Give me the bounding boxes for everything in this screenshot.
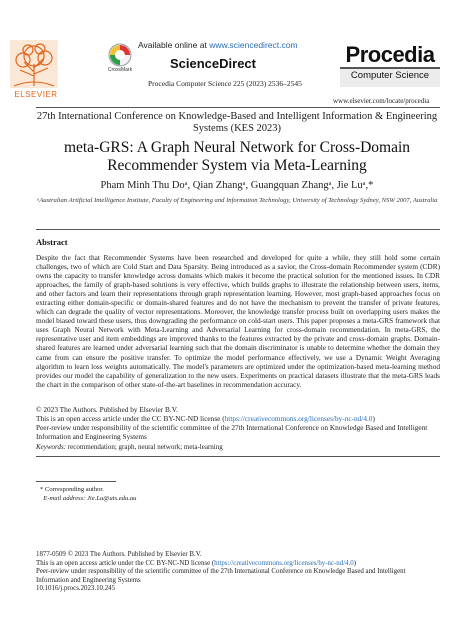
license-link[interactable]: https://creativecommons.org/licenses/by-nc-nd/4.0: [224, 414, 373, 424]
header-rule: [36, 107, 440, 108]
abstract-text: Despite the fact that Recommender Systems have been researched and developed for quite a while, they still hold some certain challenges, two of which are Cold Start and Data Sparsity. Being introduced as a savior, the Cross-domain Recommender system (CDR) owns the capacity to transfer knowledge across domains which makes it become the practical solution for the mentioned issues. In CDR approaches, the family of graph-based solutions is very effective, which builds graphs to illustrate the relationship between users, items, and other factors and learn their representations through graph representation learning. However, most graph-based approaches focus on extracting either domain-specific or domain-shared features and do not have the mechanism to prevent the transfer of private features, which can degrade the quality of vector representations. Moreover, the knowledge transfer process built on overlapping users makes the model biased toward these users, thus downgrading the performance on cold-start users. This paper proposes a meta-GRS framework that uses Graph Neural Network with Meta-Learning and Adversarial Learning for cross-domain recommendation. In meta-GRS, the representative user and item embeddings are improved thanks to the features extracted by the private and cross-domain graphs. Domain-shared features are learned under adversarial learning such that the domain discriminator is unable to determine whether the domain they came from can ensure the positive transfer. To optimize the model performance effectively, we use a Dynamic Weight Averaging algorithm to learn loss weights automatically. The model's parameters are optimized under the optimization-based meta-learning method provides our model the capability of generalization to the new users. Experiments on practical datasets illustrate that the meta-GRS leads the chart in the comparison of other state-of-the-art baselines in recommendation accuracy.: [36, 253, 440, 389]
journal-citation: Procedia Computer Science 225 (2023) 2536–2545: [148, 79, 302, 88]
abstract-heading: Abstract: [36, 237, 68, 247]
email-address[interactable]: Jie.Lu@uts.edu.au: [85, 495, 137, 502]
keywords-label: Keywords:: [36, 443, 67, 451]
keywords-rule: [36, 456, 440, 457]
footer-peer-review: Peer-review under responsibility of the scientific committee of the 27th International Conference on Knowledge Based and Intelligent Information and Engineering Systems: [36, 568, 406, 584]
license-line: [36, 414, 440, 423]
elsevier-wordmark: ELSEVIER: [14, 90, 58, 99]
footer-license-prefix: This is an open access article under the CC BY-NC-ND license (: [36, 559, 215, 567]
footer-license-link[interactable]: https://creativecommons.org/licenses/by-nc-nd/4.0: [214, 559, 354, 567]
email-label: E-mail address:: [43, 495, 86, 502]
copyright-line: © 2023 The Authors. Published by Elsevier B.V.: [36, 405, 178, 414]
copyright-block: [36, 405, 440, 441]
abstract-top-rule: [36, 229, 440, 230]
issn-line: 1877-0509 © 2023 The Authors. Published by Elsevier B.V.: [36, 551, 202, 558]
elsevier-tree-logo: [8, 38, 60, 90]
crossmark-label: CrossMark: [107, 67, 133, 73]
sciencedirect-link[interactable]: www.sciencedirect.com: [209, 40, 298, 50]
conference-name: 27th International Conference on Knowledge-Based and Intelligent Information & Engineering Systems (KES 2023): [36, 111, 438, 134]
page-footer: [36, 551, 440, 594]
doi[interactable]: 10.1016/j.procs.2023.10.245: [36, 585, 116, 593]
procedia-logo-subtitle: Computer Science: [350, 70, 430, 81]
footnote-rule: [36, 481, 116, 482]
procedia-logo-title: Procedia: [345, 42, 435, 67]
paper-title: meta-GRS: A Graph Neural Network for Cross-Domain Recommender System via Meta-Learning: [63, 139, 411, 174]
license-prefix: This is an open access article under the CC BY-NC-ND license (: [36, 414, 225, 424]
footer-license-line: [36, 560, 440, 569]
peer-review-line: Peer-review under responsibility of the scientific committee of the 27th International Conference on Knowledge Based and Intelligent Information and Engineering Systems: [36, 423, 428, 442]
author-affiliation: ᵃAustralian Artificial Intelligence Institute, Faculty of Engineering and Information Technology, University of Technology Sydney, NSW 2007, Australia: [36, 197, 438, 204]
keywords-values: recommendation; graph, neural network; meta-learning: [66, 443, 223, 451]
keywords-line: [36, 443, 223, 451]
corresponding-author: * Corresponding author.: [40, 486, 104, 493]
crossmark-icon[interactable]: [107, 42, 133, 68]
footer-license-suffix: ): [353, 559, 357, 567]
license-suffix: ): [372, 414, 375, 424]
email-line: [40, 494, 136, 503]
journal-homepage-link[interactable]: www.elsevier.com/locate/procedia: [333, 97, 430, 105]
available-prefix: Available online at: [138, 40, 210, 50]
sciencedirect-wordmark: ScienceDirect: [170, 56, 256, 71]
author-list: Pham Minh Thu Doᵃ, Qian Zhangᵃ, Guangquan Zhangᵃ, Jie Luᵃ,*: [100, 180, 374, 191]
footnote: [40, 485, 136, 503]
available-online: [138, 40, 298, 50]
